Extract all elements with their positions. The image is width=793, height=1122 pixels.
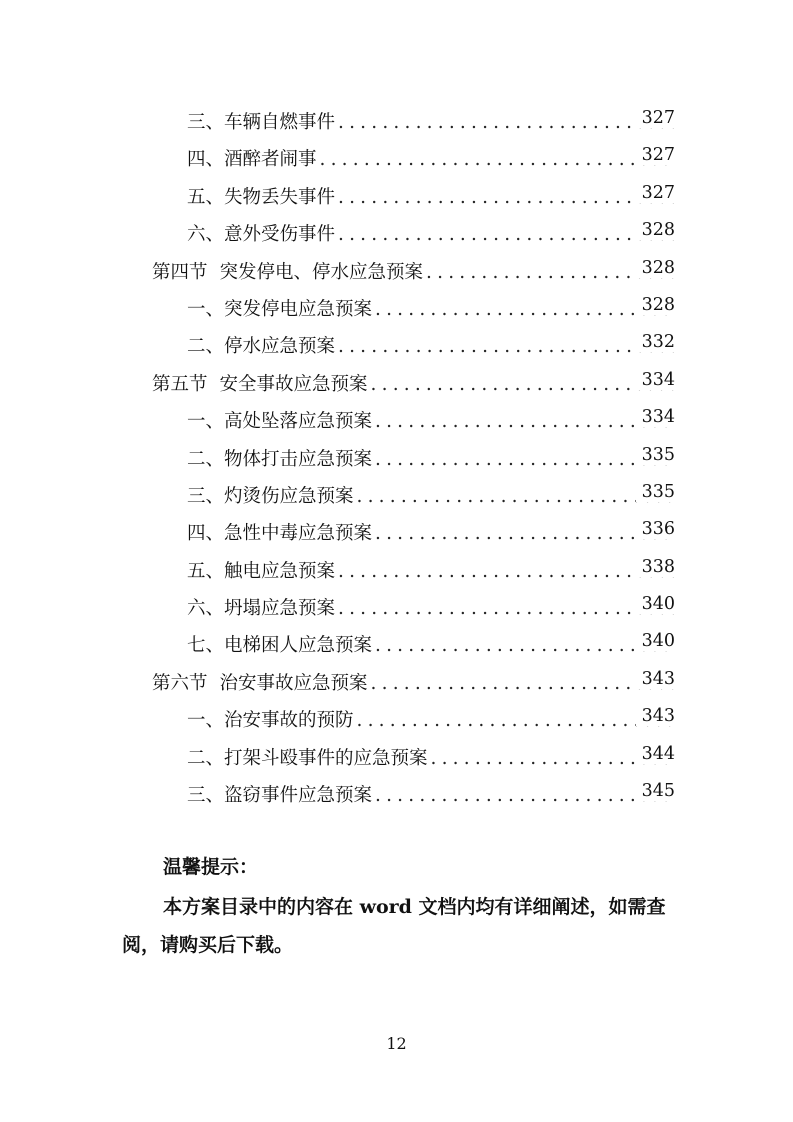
toc-entry-label: 四、酒醉者闹事 bbox=[187, 149, 317, 171]
toc-page-number: 340 bbox=[636, 631, 675, 651]
toc-item-row bbox=[0, 212, 793, 249]
toc-dot-leader bbox=[335, 598, 675, 619]
toc-section-row bbox=[0, 250, 793, 287]
toc-entry bbox=[187, 631, 675, 657]
toc-dot-leader bbox=[372, 635, 675, 656]
tip-title: 温馨提示： bbox=[163, 856, 259, 878]
toc-dot-leader bbox=[368, 673, 675, 694]
table-of-contents bbox=[0, 100, 793, 810]
toc-entry-label: 二、物体打击应急预案 bbox=[187, 448, 373, 470]
toc-page-number: 327 bbox=[636, 145, 675, 165]
toc-item-row bbox=[0, 100, 793, 137]
toc-item-row bbox=[0, 511, 793, 548]
toc-entry-label: 六、坍塌应急预案 bbox=[187, 598, 336, 620]
toc-dot-leader bbox=[372, 299, 675, 320]
toc-dot-leader bbox=[335, 561, 675, 582]
toc-page-number: 327 bbox=[636, 108, 675, 128]
toc-page-number: 344 bbox=[636, 744, 675, 764]
toc-page-number: 328 bbox=[636, 220, 675, 240]
toc-entry bbox=[187, 781, 675, 807]
toc-section-number: 第六节 bbox=[152, 672, 208, 694]
toc-page-number: 327 bbox=[636, 183, 675, 203]
toc-dot-leader bbox=[354, 710, 675, 731]
toc-dot-leader bbox=[335, 336, 675, 357]
toc-entry-label: 七、电梯困人应急预案 bbox=[187, 635, 373, 657]
toc-entry bbox=[187, 519, 675, 545]
toc-dot-leader bbox=[372, 523, 675, 544]
toc-dot-leader bbox=[372, 411, 675, 432]
toc-entry bbox=[152, 669, 675, 695]
toc-entry-label: 三、灼烫伤应急预案 bbox=[187, 485, 354, 507]
toc-item-row bbox=[0, 623, 793, 660]
toc-page-number: 328 bbox=[636, 295, 675, 315]
toc-dot-leader bbox=[317, 149, 675, 170]
tip-body: 本方案目录中的内容在 word 文档内均有详细阐述，如需查阅，请购买后下载。 bbox=[122, 896, 666, 956]
toc-item-row bbox=[0, 137, 793, 174]
toc-item-row bbox=[0, 437, 793, 474]
toc-entry bbox=[152, 258, 675, 284]
toc-item-row bbox=[0, 287, 793, 324]
toc-page-number: 328 bbox=[636, 258, 675, 278]
toc-entry bbox=[187, 407, 675, 433]
page-number: 12 bbox=[386, 1034, 407, 1053]
toc-entry bbox=[187, 108, 675, 134]
toc-entry bbox=[187, 445, 675, 471]
toc-section-number: 第五节 bbox=[152, 373, 208, 395]
toc-page-number: 336 bbox=[636, 519, 675, 539]
toc-entry-label: 五、触电应急预案 bbox=[187, 560, 336, 582]
toc-dot-leader bbox=[335, 224, 675, 245]
toc-page-number: 335 bbox=[636, 445, 675, 465]
toc-item-row bbox=[0, 175, 793, 212]
toc-page-number: 343 bbox=[636, 669, 675, 689]
toc-item-row bbox=[0, 549, 793, 586]
toc-item-row bbox=[0, 474, 793, 511]
toc-entry-label: 二、打架斗殴事件的应急预案 bbox=[187, 747, 428, 769]
toc-item-row bbox=[0, 324, 793, 361]
toc-entry-label: 突发停电、停水应急预案 bbox=[219, 261, 424, 283]
toc-dot-leader bbox=[335, 187, 675, 208]
toc-entry-label: 一、高处坠落应急预案 bbox=[187, 411, 373, 433]
toc-entry-label: 一、突发停电应急预案 bbox=[187, 298, 373, 320]
toc-entry bbox=[187, 183, 675, 209]
toc-page-number: 334 bbox=[636, 407, 675, 427]
toc-entry-label: 一、治安事故的预防 bbox=[187, 710, 354, 732]
toc-page-number: 340 bbox=[636, 594, 675, 614]
toc-dot-leader bbox=[368, 374, 675, 395]
toc-section-row bbox=[0, 362, 793, 399]
toc-entry bbox=[187, 295, 675, 321]
toc-item-row bbox=[0, 698, 793, 735]
toc-item-row bbox=[0, 736, 793, 773]
toc-dot-leader bbox=[335, 112, 675, 133]
toc-entry-label: 三、车辆自燃事件 bbox=[187, 112, 336, 133]
toc-dot-leader bbox=[372, 449, 675, 470]
toc-item-row bbox=[0, 399, 793, 436]
toc-page-number: 343 bbox=[636, 706, 675, 726]
toc-entry-label: 二、停水应急预案 bbox=[187, 336, 336, 358]
toc-entry-label: 五、失物丢失事件 bbox=[187, 186, 336, 208]
toc-entry bbox=[187, 482, 675, 508]
toc-entry bbox=[187, 145, 675, 171]
toc-entry-label: 四、急性中毒应急预案 bbox=[187, 523, 373, 545]
toc-entry-label: 六、意外受伤事件 bbox=[187, 224, 336, 246]
toc-item-row bbox=[0, 773, 793, 810]
toc-dot-leader bbox=[354, 486, 675, 507]
toc-entry bbox=[187, 557, 675, 583]
toc-entry bbox=[187, 594, 675, 620]
toc-item-row bbox=[0, 586, 793, 623]
toc-entry bbox=[187, 332, 675, 358]
toc-entry bbox=[152, 370, 675, 396]
toc-page-number: 335 bbox=[636, 482, 675, 502]
toc-entry bbox=[187, 220, 675, 246]
toc-page-number: 345 bbox=[636, 781, 675, 801]
toc-page-number: 334 bbox=[636, 370, 675, 390]
toc-section-number: 第四节 bbox=[152, 261, 208, 283]
toc-section-row bbox=[0, 661, 793, 698]
toc-entry-label: 三、盗窃事件应急预案 bbox=[187, 785, 373, 807]
toc-entry bbox=[187, 744, 675, 770]
toc-dot-leader bbox=[372, 785, 675, 806]
toc-entry-label: 安全事故应急预案 bbox=[219, 373, 368, 395]
toc-page-number: 332 bbox=[636, 332, 675, 352]
toc-page-number: 338 bbox=[636, 557, 675, 577]
toc-entry-label: 治安事故应急预案 bbox=[219, 672, 368, 694]
toc-entry bbox=[187, 706, 675, 732]
